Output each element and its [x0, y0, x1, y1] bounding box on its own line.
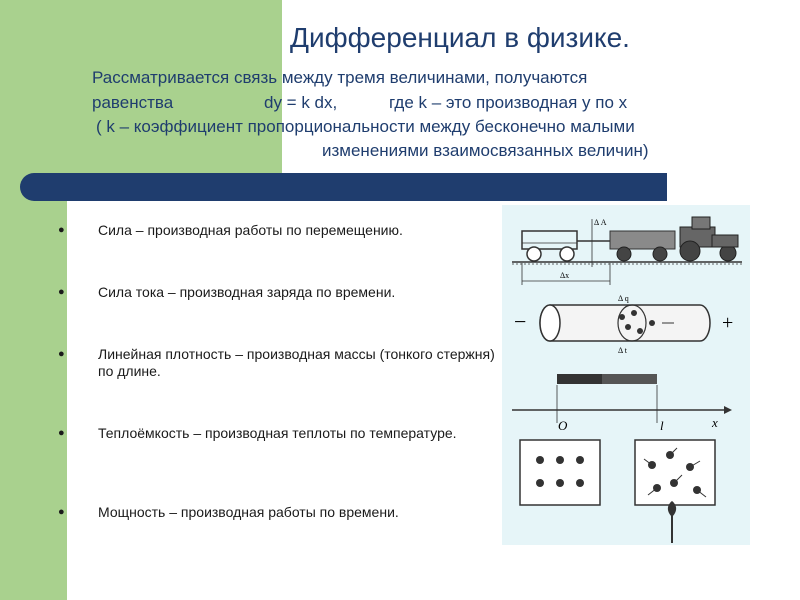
subtitle-line-3: ( k – коэффициент пропорциональности между бесконечно малыми — [96, 117, 635, 136]
label-l: l — [660, 418, 664, 433]
bullet-dot-icon: ● — [58, 224, 65, 236]
physics-illustration — [502, 205, 750, 545]
bullet-text: Теплоёмкость – производная теплоты по температуре. — [98, 425, 457, 441]
subtitle-line-2b: dy = k dx, — [264, 93, 338, 112]
bullet-text: Сила – производная работы по перемещению. — [98, 222, 403, 238]
subtitle-line-2c: где k – это производная y по x — [389, 93, 628, 112]
label-delta-x: Δx — [560, 271, 570, 280]
label-delta-q: Δ q — [618, 294, 629, 303]
label-plus: + — [722, 312, 734, 334]
bullet-text: Мощность – производная работы по времени. — [98, 504, 399, 520]
tractor-cart-drawing — [512, 217, 742, 285]
label-delta-a: Δ A — [594, 218, 607, 227]
label-delta-t: Δ t — [618, 346, 627, 355]
particles-drawing — [520, 440, 715, 543]
bullet-text: Линейная плотность – производная массы (тонкого стержня) по длине. — [98, 346, 495, 379]
label-x: x — [712, 415, 718, 430]
rod-drawing — [512, 374, 732, 433]
bullet-dot-icon: ● — [58, 286, 65, 298]
figure-edge-mask — [750, 288, 760, 543]
label-origin: O — [558, 418, 568, 433]
subtitle-line-4: изменениями взаимосвязанных величин) — [322, 141, 649, 160]
subtitle-line-1: Рассматривается связь между тремя величинами, получаются — [92, 68, 588, 87]
label-minus: − — [514, 309, 527, 334]
bullet-dot-icon: ● — [58, 348, 65, 360]
left-green-strip — [0, 0, 67, 600]
bullet-dot-icon: ● — [58, 427, 65, 439]
conductor-drawing — [514, 294, 733, 355]
divider-bar — [20, 173, 667, 201]
bullet-dot-icon: ● — [58, 506, 65, 518]
top-green-block — [67, 0, 282, 180]
slide-title: Дифференциал в физике. — [290, 22, 630, 53]
subtitle-line-2a: равенства — [92, 93, 174, 112]
bullet-text: Сила тока – производная заряда по времени. — [98, 284, 396, 300]
